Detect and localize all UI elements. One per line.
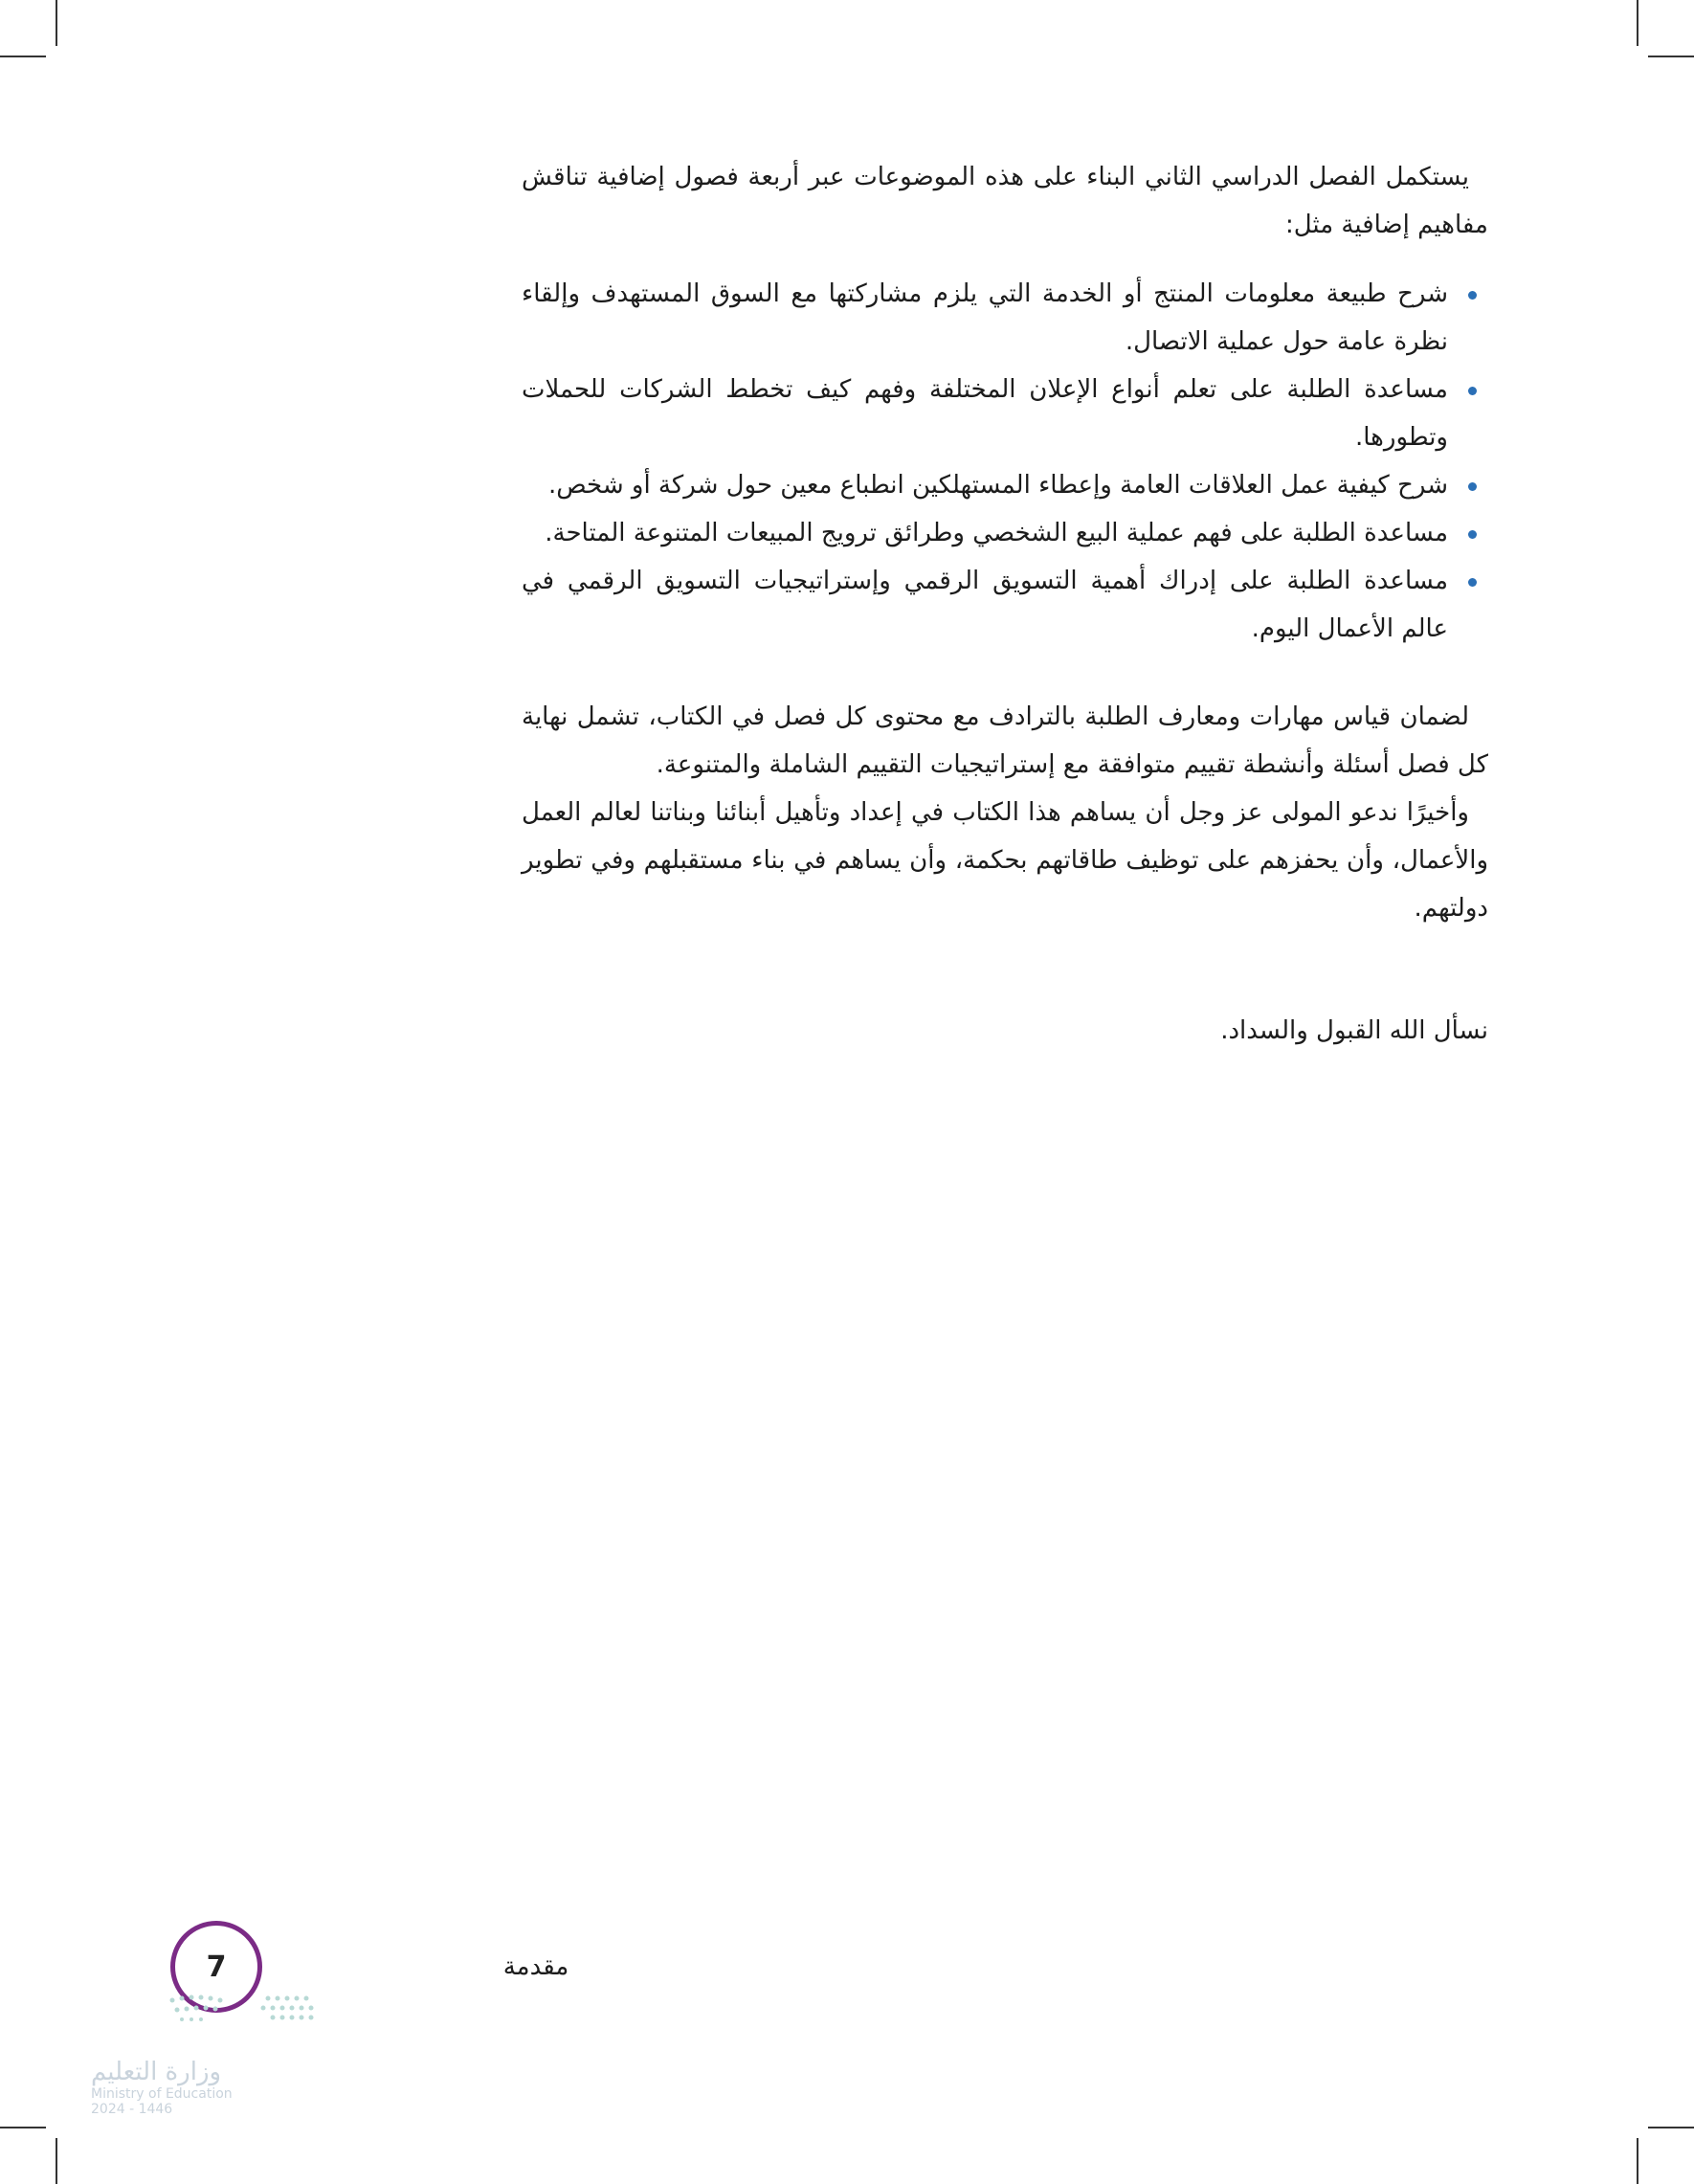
ministry-name-english: Ministry of Education (91, 2086, 233, 2102)
ministry-logo (91, 2058, 254, 2117)
list-item (522, 461, 1488, 509)
list-item (522, 270, 1488, 366)
list-item-text: شرح طبيعة معلومات المنتج أو الخدمة التي يلزم مشاركتها مع السوق المستهدف وإلقاء نظرة عامة حول عملية الاتصال. (522, 279, 1448, 356)
ministry-logo-dots-icon (163, 1991, 316, 2048)
bullet-icon (1468, 530, 1477, 539)
list-item (522, 366, 1488, 461)
page-content (522, 153, 1488, 1055)
closing-line: نسأل الله القبول والسداد. (1220, 1016, 1488, 1045)
crop-mark (1637, 2138, 1638, 2184)
bullet-icon (1468, 387, 1477, 395)
bullet-icon (1468, 482, 1477, 491)
list-item-text: مساعدة الطلبة على فهم عملية البيع الشخصي وطرائق ترويج المبيعات المتنوعة المتاحة. (545, 519, 1448, 547)
topics-list (522, 270, 1488, 653)
crop-mark (56, 2138, 57, 2184)
page-number: 7 (170, 1921, 262, 2013)
crop-mark (56, 0, 57, 46)
edition-year: 2024 - 1446 (91, 2102, 173, 2117)
closing-prayer-paragraph: وأخيرًا ندعو المولى عز وجل أن يساهم هذا الكتاب في إعداد وتأهيل أبنائنا وبناتنا لعالم العمل والأعمال، وأن يحفزهم على توظيف طاقاتهم بحكمة، وأن يساهم في بناء مستقبلهم وفي تطوير دولتهم. (522, 798, 1488, 923)
intro-paragraph: يستكمل الفصل الدراسي الثاني البناء على هذه الموضوعات عبر أربعة فصول إضافية تناقش مفاهيم إضافية مثل: (522, 163, 1488, 239)
crop-mark (0, 2127, 46, 2128)
assessment-paragraph: لضمان قياس مهارات ومعارف الطلبة بالترادف مع محتوى كل فصل في الكتاب، تشمل نهاية كل فصل أسئلة وأنشطة تقييم متوافقة مع إستراتيجيات التقييم الشاملة والمتنوعة. (522, 702, 1488, 779)
crop-mark (1648, 2127, 1694, 2128)
section-label: مقدمة (502, 1952, 569, 1981)
ministry-name-arabic: وزارة التعليم (91, 2058, 222, 2086)
crop-mark (1648, 56, 1694, 57)
crop-mark (0, 56, 46, 57)
list-item (522, 509, 1488, 557)
crop-mark (1637, 0, 1638, 46)
list-item-text: شرح كيفية عمل العلاقات العامة وإعطاء المستهلكين انطباع معين حول شركة أو شخص. (547, 471, 1448, 500)
list-item-text: مساعدة الطلبة على إدراك أهمية التسويق الرقمي وإستراتيجيات التسويق الرقمي في عالم الأعمال اليوم. (522, 567, 1448, 643)
list-item-text: مساعدة الطلبة على تعلم أنواع الإعلان المختلفة وفهم كيف تخطط الشركات للحملات وتطورها. (522, 375, 1448, 452)
bullet-icon (1468, 291, 1477, 300)
bullet-icon (1468, 578, 1477, 587)
list-item (522, 557, 1488, 653)
